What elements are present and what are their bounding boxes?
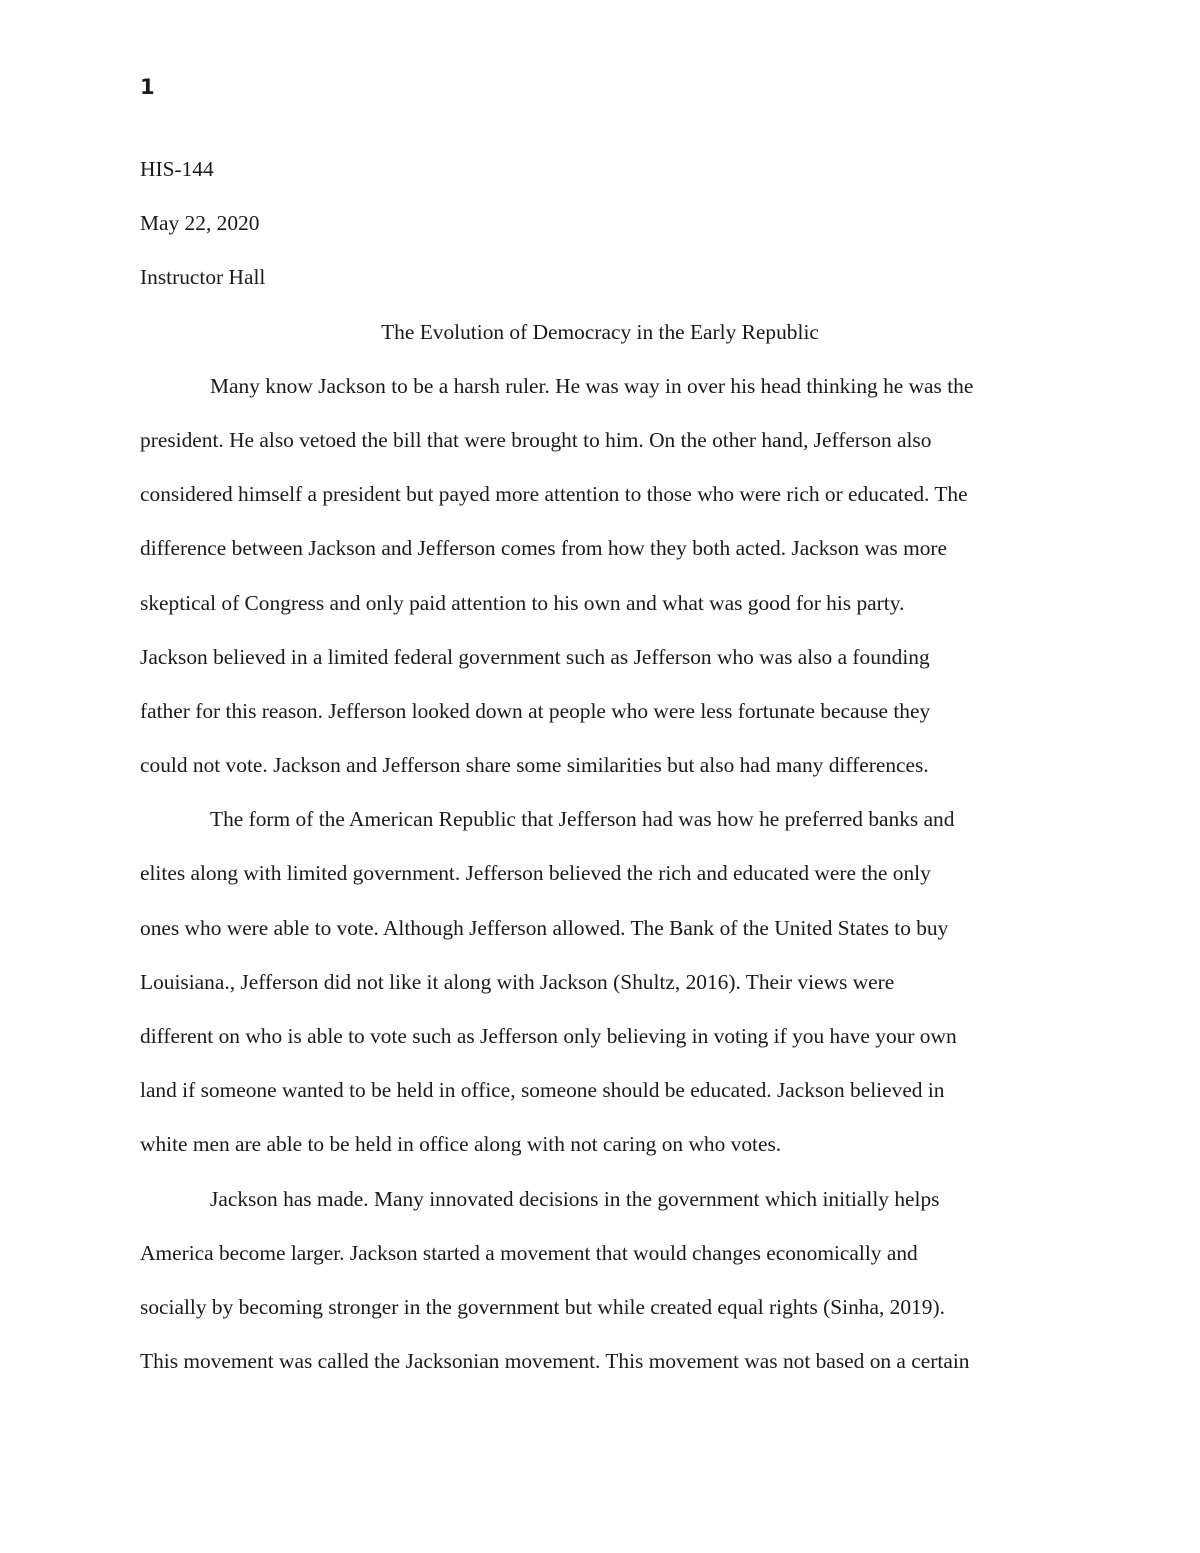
- paragraph-line: president. He also vetoed the bill that were brought to him. On the other hand, Jefferson also: [140, 427, 932, 452]
- paragraph-line: The form of the American Republic that Jefferson had was how he preferred banks and: [210, 807, 955, 832]
- paragraph-2: [140, 792, 1060, 1171]
- paragraph-line: socially by becoming stronger in the government but while created equal rights (Sinha, 2019).: [140, 1294, 945, 1319]
- document-title: The Evolution of Democracy in the Early Republic: [381, 319, 819, 344]
- paragraph-line: America become larger. Jackson started a movement that would changes economically and: [140, 1240, 918, 1265]
- paragraph-line: father for this reason. Jefferson looked down at people who were less fortunate because they: [140, 698, 931, 723]
- course-line: HIS-144: [140, 157, 214, 181]
- paragraph-line: white men are able to be held in office along with not caring on who votes.: [140, 1132, 782, 1157]
- paragraph-line: land if someone wanted to be held in office, someone should be educated. Jackson believed in: [140, 1078, 945, 1103]
- paragraph-line: could not vote. Jackson and Jefferson share some similarities but also had many differences.: [140, 753, 929, 778]
- document-body: [140, 142, 1060, 1388]
- instructor-line: Instructor Hall: [140, 265, 266, 290]
- paragraph-line: This movement was called the Jacksonian movement. This movement was not based on a certain: [140, 1349, 970, 1374]
- paragraph-line: Many know Jackson to be a harsh ruler. He was way in over his head thinking he was the: [210, 373, 974, 398]
- paragraph-line: Jackson has made. Many innovated decisions in the government which initially helps: [210, 1186, 940, 1211]
- paragraph-line: ones who were able to vote. Although Jefferson allowed. The Bank of the United States to buy: [140, 915, 949, 940]
- date-line: May 22, 2020: [140, 211, 260, 236]
- paragraph-3: [140, 1172, 1060, 1389]
- page-number: 1: [140, 75, 155, 99]
- paragraph-line: skeptical of Congress and only paid attention to his own and what was good for his party.: [140, 590, 905, 615]
- paragraph-1: [140, 359, 1060, 793]
- paragraph-line: difference between Jackson and Jefferson comes from how they both acted. Jackson was more: [140, 536, 948, 561]
- paragraph-line: elites along with limited government. Jefferson believed the rich and educated were the only: [140, 861, 931, 886]
- paragraph-line: Louisiana., Jefferson did not like it along with Jackson (Shultz, 2016). Their views were: [140, 969, 895, 994]
- paragraph-line: considered himself a president but payed more attention to those who were rich or educated. The: [140, 482, 968, 507]
- paragraph-line: different on who is able to vote such as Jefferson only believing in voting if you have your own: [140, 1024, 957, 1048]
- paragraph-line: Jackson believed in a limited federal government such as Jefferson who was also a founding: [140, 644, 930, 669]
